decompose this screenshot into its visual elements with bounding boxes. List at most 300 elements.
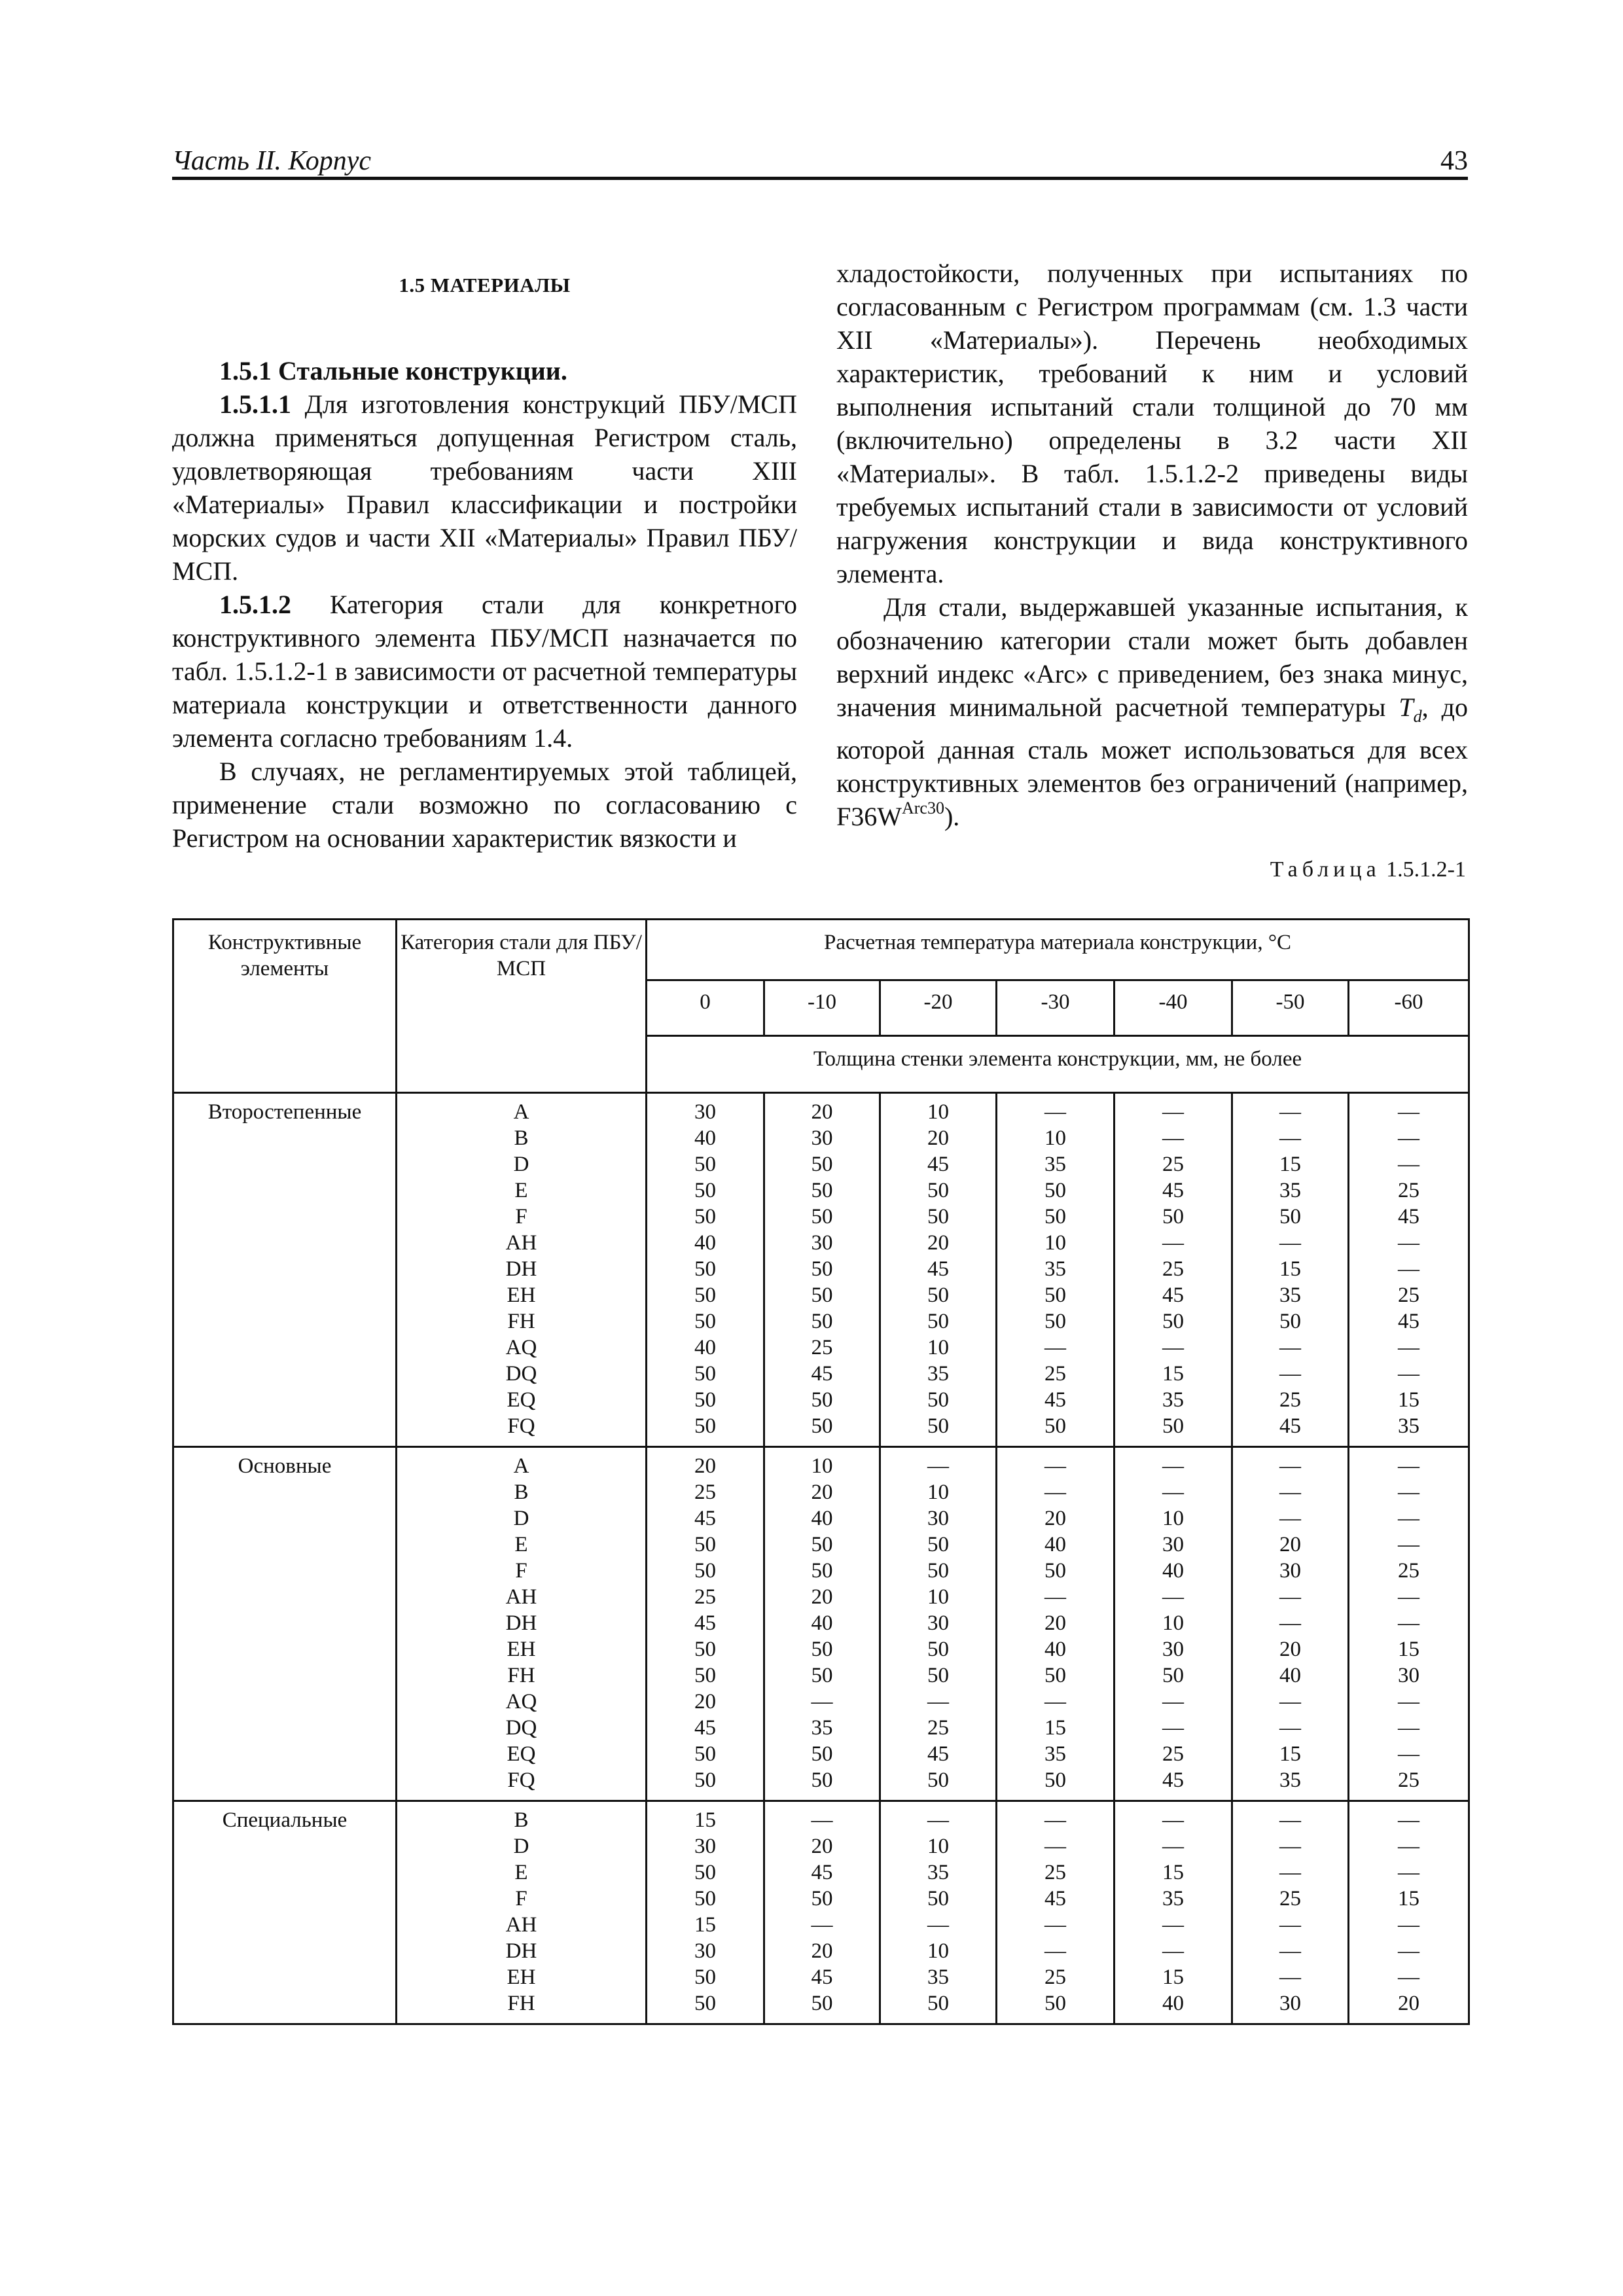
paragraph-2-number: 1.5.1.2 bbox=[219, 590, 291, 619]
thickness-cell: 40 bbox=[694, 1231, 716, 1255]
thickness-cell: 30 bbox=[694, 1835, 716, 1858]
thickness-cell: 50 bbox=[1162, 1205, 1184, 1229]
thickness-cell: 50 bbox=[927, 1179, 949, 1202]
thickness-cell: 15 bbox=[1279, 1742, 1301, 1766]
thickness-cell: 50 bbox=[927, 1414, 949, 1438]
thickness-cell: — bbox=[927, 1808, 949, 1832]
thickness-cell: 45 bbox=[1398, 1310, 1419, 1333]
thickness-cell: 50 bbox=[927, 1533, 949, 1556]
thickness-cell: 50 bbox=[1044, 1414, 1066, 1438]
thickness-cell: — bbox=[1398, 1126, 1419, 1150]
thickness-cell: — bbox=[1398, 1533, 1419, 1556]
thickness-cell: 50 bbox=[1162, 1664, 1184, 1687]
thickness-cell: 45 bbox=[1279, 1414, 1301, 1438]
thickness-cell: 50 bbox=[694, 1742, 716, 1766]
thickness-cell: 45 bbox=[1162, 1283, 1184, 1307]
thickness-cell: 20 bbox=[811, 1835, 833, 1858]
thickness-cell: 50 bbox=[694, 1559, 716, 1583]
thickness-cell: — bbox=[1279, 1808, 1301, 1832]
thickness-cell: — bbox=[1398, 1965, 1419, 1989]
thickness-cell: 15 bbox=[694, 1913, 716, 1937]
thickness-cell: 35 bbox=[1279, 1179, 1301, 1202]
thickness-cell: 25 bbox=[1398, 1179, 1419, 1202]
thickness-cell: 50 bbox=[694, 1861, 716, 1884]
category-list bbox=[397, 1801, 647, 2024]
thickness-column bbox=[1115, 1447, 1232, 1801]
thickness-column bbox=[997, 1801, 1115, 2024]
thickness-cell: — bbox=[1398, 1861, 1419, 1884]
paragraph-2-text: Категория стали для конкретного конструктивного элемента ПБУ/МСП назначается по табл. 1.5.1.2-1 в зависимости от расчетной температуры материала конструкции и ответственности данного элемента согласно требованиям 1.4. bbox=[172, 590, 797, 753]
thickness-cell: 50 bbox=[1279, 1310, 1301, 1333]
thickness-cell: — bbox=[1279, 1611, 1301, 1635]
thickness-cell: 10 bbox=[927, 1835, 949, 1858]
thickness-cell: — bbox=[1279, 1126, 1301, 1150]
thickness-column bbox=[997, 1447, 1115, 1801]
thickness-cell: 30 bbox=[1279, 1992, 1301, 2015]
category-cell: FH bbox=[507, 1992, 535, 2015]
thickness-cell: 50 bbox=[811, 1533, 833, 1556]
thickness-cell: — bbox=[1398, 1231, 1419, 1255]
thickness-cell: 40 bbox=[811, 1611, 833, 1635]
td-symbol bbox=[1399, 692, 1422, 726]
thickness-cell: — bbox=[1044, 1913, 1066, 1937]
thickness-cell: 50 bbox=[927, 1664, 949, 1687]
thickness-cell: — bbox=[1279, 1835, 1301, 1858]
thickness-cell: 25 bbox=[1398, 1559, 1419, 1583]
thickness-column bbox=[1232, 1093, 1349, 1447]
thickness-cell: 10 bbox=[927, 1336, 949, 1359]
category-cell: D bbox=[513, 1835, 529, 1858]
thickness-cell: 20 bbox=[1398, 1992, 1419, 2015]
thickness-cell: 10 bbox=[927, 1585, 949, 1609]
thickness-cell: — bbox=[1398, 1835, 1419, 1858]
thickness-cell: 50 bbox=[811, 1283, 833, 1307]
td-symbol-letter: T bbox=[1399, 692, 1414, 722]
header-design-temperature: Расчетная температура материала конструкции, °С bbox=[647, 920, 1469, 980]
thickness-cell: 45 bbox=[1044, 1887, 1066, 1910]
category-cell: FH bbox=[507, 1310, 535, 1333]
thickness-cell: 35 bbox=[1162, 1887, 1184, 1910]
thickness-cell: — bbox=[1279, 1939, 1301, 1963]
thickness-column bbox=[997, 1093, 1115, 1447]
thickness-cell: 50 bbox=[811, 1664, 833, 1687]
category-cell: B bbox=[514, 1480, 529, 1504]
thickness-column bbox=[764, 1093, 880, 1447]
category-cell: E bbox=[514, 1179, 528, 1202]
group-name: Основные bbox=[173, 1447, 397, 1801]
category-cell: EH bbox=[507, 1638, 536, 1661]
thickness-cell: 30 bbox=[811, 1126, 833, 1150]
thickness-cell: — bbox=[1398, 1939, 1419, 1963]
temperature-header: -30 bbox=[997, 980, 1115, 1036]
thickness-cell: — bbox=[1044, 1690, 1066, 1713]
thickness-cell: 35 bbox=[811, 1716, 833, 1740]
thickness-cell: — bbox=[1162, 1480, 1184, 1504]
thickness-cell: 45 bbox=[1044, 1388, 1066, 1412]
thickness-cell: — bbox=[1162, 1939, 1184, 1963]
thickness-cell: 50 bbox=[694, 1388, 716, 1412]
thickness-cell: — bbox=[1162, 1690, 1184, 1713]
thickness-cell: — bbox=[1044, 1100, 1066, 1124]
category-cell: D bbox=[513, 1153, 529, 1176]
thickness-column bbox=[1115, 1093, 1232, 1447]
thickness-cell: — bbox=[811, 1690, 833, 1713]
thickness-column bbox=[1232, 1801, 1349, 2024]
thickness-cell: 25 bbox=[927, 1716, 949, 1740]
thickness-cell: 35 bbox=[927, 1965, 949, 1989]
thickness-cell: — bbox=[1162, 1100, 1184, 1124]
thickness-cell: 15 bbox=[1279, 1153, 1301, 1176]
header-steel-category: Категория стали для ПБУ/МСП bbox=[397, 920, 647, 1093]
page-header bbox=[172, 145, 1468, 178]
thickness-cell: 45 bbox=[694, 1611, 716, 1635]
thickness-cell: 50 bbox=[1044, 1310, 1066, 1333]
thickness-cell: 50 bbox=[811, 1638, 833, 1661]
temperature-header: 0 bbox=[647, 980, 764, 1036]
thickness-cell: 40 bbox=[694, 1126, 716, 1150]
thickness-cell: 45 bbox=[927, 1153, 949, 1176]
thickness-cell: 50 bbox=[694, 1414, 716, 1438]
thickness-cell: 35 bbox=[1044, 1153, 1066, 1176]
thickness-cell: 25 bbox=[1162, 1153, 1184, 1176]
category-cell: B bbox=[514, 1126, 529, 1150]
thickness-cell: 45 bbox=[811, 1362, 833, 1386]
thickness-cell: 50 bbox=[811, 1205, 833, 1229]
thickness-cell: 20 bbox=[811, 1939, 833, 1963]
right-column bbox=[836, 257, 1468, 833]
thickness-cell: 15 bbox=[1162, 1362, 1184, 1386]
thickness-cell: 20 bbox=[1044, 1507, 1066, 1530]
thickness-cell: 45 bbox=[811, 1965, 833, 1989]
thickness-cell: — bbox=[1398, 1742, 1419, 1766]
thickness-cell: — bbox=[1044, 1585, 1066, 1609]
thickness-cell: — bbox=[1279, 1362, 1301, 1386]
thickness-cell: 25 bbox=[694, 1480, 716, 1504]
thickness-column bbox=[1349, 1093, 1469, 1447]
thickness-cell: 50 bbox=[927, 1205, 949, 1229]
thickness-cell: 50 bbox=[694, 1664, 716, 1687]
thickness-cell: 20 bbox=[1279, 1638, 1301, 1661]
left-column bbox=[172, 257, 797, 855]
thickness-cell: 50 bbox=[694, 1992, 716, 2015]
category-cell: B bbox=[514, 1808, 529, 1832]
thickness-cell: 15 bbox=[1398, 1388, 1419, 1412]
thickness-cell: 50 bbox=[694, 1887, 716, 1910]
header-rule bbox=[172, 177, 1468, 180]
td-symbol-subscript: d bbox=[1413, 707, 1422, 726]
thickness-cell: 30 bbox=[927, 1611, 949, 1635]
thickness-column bbox=[1349, 1801, 1469, 2024]
thickness-cell: 25 bbox=[1044, 1362, 1066, 1386]
table-body bbox=[173, 1093, 1469, 2024]
thickness-cell: 30 bbox=[1162, 1638, 1184, 1661]
thickness-cell: 25 bbox=[1279, 1388, 1301, 1412]
paragraph-4-text-end: ). bbox=[944, 802, 960, 831]
thickness-cell: 30 bbox=[1162, 1533, 1184, 1556]
table-caption-number: 1.5.1.2-1 bbox=[1380, 857, 1466, 882]
table-row bbox=[173, 1093, 1469, 1447]
thickness-cell: 50 bbox=[1162, 1310, 1184, 1333]
category-cell: DH bbox=[505, 1939, 537, 1963]
thickness-cell: 10 bbox=[1044, 1231, 1066, 1255]
category-cell: AH bbox=[505, 1585, 537, 1609]
thickness-cell: 30 bbox=[811, 1231, 833, 1255]
thickness-cell: — bbox=[1044, 1336, 1066, 1359]
thickness-cell: 35 bbox=[927, 1861, 949, 1884]
thickness-column bbox=[880, 1093, 997, 1447]
thickness-cell: 50 bbox=[927, 1559, 949, 1583]
thickness-cell: — bbox=[1279, 1100, 1301, 1124]
thickness-cell: 20 bbox=[811, 1480, 833, 1504]
thickness-cell: 30 bbox=[1279, 1559, 1301, 1583]
thickness-cell: 50 bbox=[811, 1414, 833, 1438]
thickness-cell: 25 bbox=[694, 1585, 716, 1609]
paragraph-2 bbox=[172, 588, 797, 755]
thickness-cell: 50 bbox=[694, 1965, 716, 1989]
category-cell: EQ bbox=[507, 1742, 536, 1766]
temperature-header: -10 bbox=[764, 980, 880, 1036]
category-cell: FQ bbox=[507, 1768, 535, 1792]
group-name: Второстепенные bbox=[173, 1093, 397, 1447]
paragraph-3-text-start: В случаях, не регламентируемых этой таблицей, применение стали возможно по согласованию с Регистром на основании характеристик вязкости и bbox=[172, 757, 797, 853]
header-structural-elements: Конструктивные элементы bbox=[173, 920, 397, 1093]
thickness-cell: — bbox=[1279, 1585, 1301, 1609]
thickness-cell: 50 bbox=[927, 1992, 949, 2015]
thickness-cell: 20 bbox=[694, 1454, 716, 1478]
paragraph-1-number: 1.5.1.1 bbox=[219, 389, 291, 419]
thickness-cell: 50 bbox=[927, 1310, 949, 1333]
thickness-cell: 20 bbox=[1279, 1533, 1301, 1556]
thickness-cell: 40 bbox=[1044, 1533, 1066, 1556]
thickness-cell: 50 bbox=[927, 1283, 949, 1307]
thickness-column bbox=[1349, 1447, 1469, 1801]
thickness-cell: 35 bbox=[1162, 1388, 1184, 1412]
thickness-cell: 10 bbox=[1162, 1507, 1184, 1530]
category-cell: AQ bbox=[505, 1690, 537, 1713]
table-caption bbox=[1126, 857, 1466, 882]
category-cell: DQ bbox=[505, 1716, 537, 1740]
thickness-cell: 50 bbox=[694, 1638, 716, 1661]
temperature-header: -50 bbox=[1232, 980, 1349, 1036]
thickness-cell: — bbox=[1398, 1100, 1419, 1124]
thickness-cell: 35 bbox=[1398, 1414, 1419, 1438]
thickness-cell: 40 bbox=[811, 1507, 833, 1530]
thickness-cell: — bbox=[1398, 1913, 1419, 1937]
thickness-cell: — bbox=[1279, 1231, 1301, 1255]
thickness-cell: 50 bbox=[694, 1179, 716, 1202]
thickness-cell: 50 bbox=[694, 1768, 716, 1792]
thickness-cell: 25 bbox=[1044, 1861, 1066, 1884]
thickness-cell: — bbox=[1162, 1454, 1184, 1478]
thickness-cell: 20 bbox=[811, 1100, 833, 1124]
thickness-cell: 40 bbox=[1279, 1664, 1301, 1687]
thickness-cell: — bbox=[927, 1690, 949, 1713]
thickness-cell: 50 bbox=[811, 1742, 833, 1766]
thickness-cell: — bbox=[1398, 1716, 1419, 1740]
paragraph-4-text-middle: , до которой данная сталь может использоваться для всех конструктивных элементов без ограничений (например, F36W bbox=[836, 692, 1468, 831]
category-cell: A bbox=[513, 1454, 529, 1478]
thickness-cell: 30 bbox=[694, 1100, 716, 1124]
thickness-cell: — bbox=[1398, 1808, 1419, 1832]
steel-table-wrapper bbox=[172, 918, 1468, 2025]
thickness-cell: 50 bbox=[694, 1153, 716, 1176]
thickness-cell: 30 bbox=[1398, 1664, 1419, 1687]
thickness-column bbox=[647, 1801, 764, 2024]
thickness-cell: 50 bbox=[1044, 1768, 1066, 1792]
thickness-column bbox=[880, 1447, 997, 1801]
thickness-cell: 45 bbox=[1162, 1179, 1184, 1202]
thickness-cell: — bbox=[1398, 1690, 1419, 1713]
thickness-cell: 40 bbox=[1044, 1638, 1066, 1661]
thickness-cell: — bbox=[1044, 1454, 1066, 1478]
category-list bbox=[397, 1093, 647, 1447]
thickness-cell: 20 bbox=[1044, 1611, 1066, 1635]
thickness-cell: 50 bbox=[1279, 1205, 1301, 1229]
thickness-cell: 50 bbox=[694, 1533, 716, 1556]
thickness-cell: 50 bbox=[811, 1559, 833, 1583]
thickness-cell: 50 bbox=[811, 1768, 833, 1792]
category-cell: AH bbox=[505, 1913, 537, 1937]
thickness-cell: 20 bbox=[694, 1690, 716, 1713]
thickness-cell: 50 bbox=[811, 1992, 833, 2015]
thickness-cell: 50 bbox=[811, 1179, 833, 1202]
thickness-cell: 30 bbox=[694, 1939, 716, 1963]
category-cell: AQ bbox=[505, 1336, 537, 1359]
thickness-cell: 25 bbox=[1398, 1768, 1419, 1792]
thickness-cell: — bbox=[1162, 1913, 1184, 1937]
subsection-number: 1.5.1 bbox=[219, 356, 272, 386]
table-row bbox=[173, 1801, 1469, 2024]
thickness-cell: — bbox=[1398, 1362, 1419, 1386]
category-cell: E bbox=[514, 1533, 528, 1556]
thickness-cell: — bbox=[1162, 1808, 1184, 1832]
thickness-cell: 45 bbox=[1398, 1205, 1419, 1229]
thickness-cell: — bbox=[1398, 1153, 1419, 1176]
thickness-cell: 45 bbox=[694, 1716, 716, 1740]
thickness-cell: — bbox=[1398, 1611, 1419, 1635]
thickness-cell: — bbox=[1398, 1585, 1419, 1609]
paragraph-1 bbox=[172, 387, 797, 588]
thickness-column bbox=[647, 1093, 764, 1447]
paragraph-4 bbox=[836, 590, 1468, 833]
paragraph-3-start bbox=[172, 755, 797, 855]
thickness-cell: — bbox=[1279, 1336, 1301, 1359]
thickness-cell: 25 bbox=[1044, 1965, 1066, 1989]
category-cell: EQ bbox=[507, 1388, 536, 1412]
thickness-cell: 30 bbox=[927, 1507, 949, 1530]
thickness-cell: — bbox=[1279, 1480, 1301, 1504]
thickness-cell: 40 bbox=[694, 1336, 716, 1359]
thickness-cell: 50 bbox=[927, 1768, 949, 1792]
thickness-cell: 15 bbox=[1044, 1716, 1066, 1740]
category-cell: F bbox=[515, 1205, 527, 1229]
page-number: 43 bbox=[1440, 146, 1468, 176]
thickness-cell: 15 bbox=[1162, 1965, 1184, 1989]
thickness-cell: 50 bbox=[1044, 1992, 1066, 2015]
thickness-cell: — bbox=[811, 1808, 833, 1832]
category-cell: D bbox=[513, 1507, 529, 1530]
thickness-cell: 50 bbox=[694, 1257, 716, 1281]
category-cell: E bbox=[514, 1861, 528, 1884]
section-title: 1.5 МАТЕРИАЛЫ bbox=[399, 274, 571, 296]
thickness-cell: — bbox=[1279, 1507, 1301, 1530]
thickness-column bbox=[764, 1447, 880, 1801]
thickness-cell: — bbox=[811, 1913, 833, 1937]
header-wall-thickness: Толщина стенки элемента конструкции, мм, не более bbox=[647, 1036, 1469, 1093]
thickness-cell: 10 bbox=[927, 1939, 949, 1963]
thickness-cell: 50 bbox=[1044, 1559, 1066, 1583]
category-cell: FQ bbox=[507, 1414, 535, 1438]
thickness-cell: 10 bbox=[927, 1100, 949, 1124]
thickness-cell: 20 bbox=[927, 1231, 949, 1255]
thickness-cell: — bbox=[1162, 1126, 1184, 1150]
paragraph-1-text: Для изготовления конструкций ПБУ/МСП должна применяться допущенная Регистром сталь, удовлетворяющая требованиям части XIII «Материалы» Правил классификации и постройки морских судов и части XII «Материалы» Правил ПБУ/МСП. bbox=[172, 389, 797, 586]
thickness-cell: 15 bbox=[1398, 1638, 1419, 1661]
temperature-header: -60 bbox=[1349, 980, 1469, 1036]
thickness-cell: 20 bbox=[811, 1585, 833, 1609]
thickness-cell: 50 bbox=[811, 1388, 833, 1412]
thickness-cell: 35 bbox=[1044, 1742, 1066, 1766]
category-cell: DQ bbox=[505, 1362, 537, 1386]
thickness-cell: 50 bbox=[694, 1362, 716, 1386]
thickness-cell: 50 bbox=[1044, 1205, 1066, 1229]
thickness-cell: 50 bbox=[811, 1257, 833, 1281]
thickness-cell: — bbox=[1398, 1454, 1419, 1478]
thickness-cell: — bbox=[1398, 1336, 1419, 1359]
thickness-cell: — bbox=[1279, 1965, 1301, 1989]
thickness-cell: — bbox=[1279, 1454, 1301, 1478]
thickness-cell: 40 bbox=[1162, 1992, 1184, 2015]
thickness-column bbox=[1232, 1447, 1349, 1801]
thickness-column bbox=[647, 1447, 764, 1801]
thickness-cell: 25 bbox=[1162, 1742, 1184, 1766]
thickness-cell: 10 bbox=[1044, 1126, 1066, 1150]
thickness-cell: — bbox=[1279, 1690, 1301, 1713]
thickness-cell: 50 bbox=[694, 1205, 716, 1229]
arc-superscript: Arc30 bbox=[902, 798, 944, 817]
thickness-cell: 50 bbox=[927, 1887, 949, 1910]
thickness-cell: 45 bbox=[927, 1257, 949, 1281]
category-cell: F bbox=[515, 1559, 527, 1583]
thickness-cell: 50 bbox=[1044, 1179, 1066, 1202]
thickness-cell: 35 bbox=[1044, 1257, 1066, 1281]
thickness-cell: — bbox=[927, 1454, 949, 1478]
thickness-column bbox=[764, 1801, 880, 2024]
thickness-cell: — bbox=[1162, 1336, 1184, 1359]
thickness-cell: 10 bbox=[927, 1480, 949, 1504]
thickness-cell: 25 bbox=[1398, 1283, 1419, 1307]
thickness-cell: 15 bbox=[1398, 1887, 1419, 1910]
thickness-cell: 50 bbox=[811, 1887, 833, 1910]
thickness-cell: — bbox=[1279, 1913, 1301, 1937]
temperature-header: -40 bbox=[1115, 980, 1232, 1036]
category-cell: EH bbox=[507, 1283, 536, 1307]
category-cell: DH bbox=[505, 1257, 537, 1281]
thickness-cell: 15 bbox=[1279, 1257, 1301, 1281]
thickness-cell: 35 bbox=[1279, 1283, 1301, 1307]
thickness-cell: — bbox=[1162, 1231, 1184, 1255]
thickness-cell: 45 bbox=[1162, 1768, 1184, 1792]
thickness-cell: 50 bbox=[1044, 1283, 1066, 1307]
thickness-cell: 45 bbox=[694, 1507, 716, 1530]
thickness-cell: 50 bbox=[1044, 1664, 1066, 1687]
thickness-cell: 45 bbox=[811, 1861, 833, 1884]
group-name: Специальные bbox=[173, 1801, 397, 2024]
thickness-cell: 50 bbox=[694, 1310, 716, 1333]
subsection-heading bbox=[172, 354, 797, 387]
thickness-cell: — bbox=[1044, 1939, 1066, 1963]
thickness-cell: — bbox=[1162, 1716, 1184, 1740]
